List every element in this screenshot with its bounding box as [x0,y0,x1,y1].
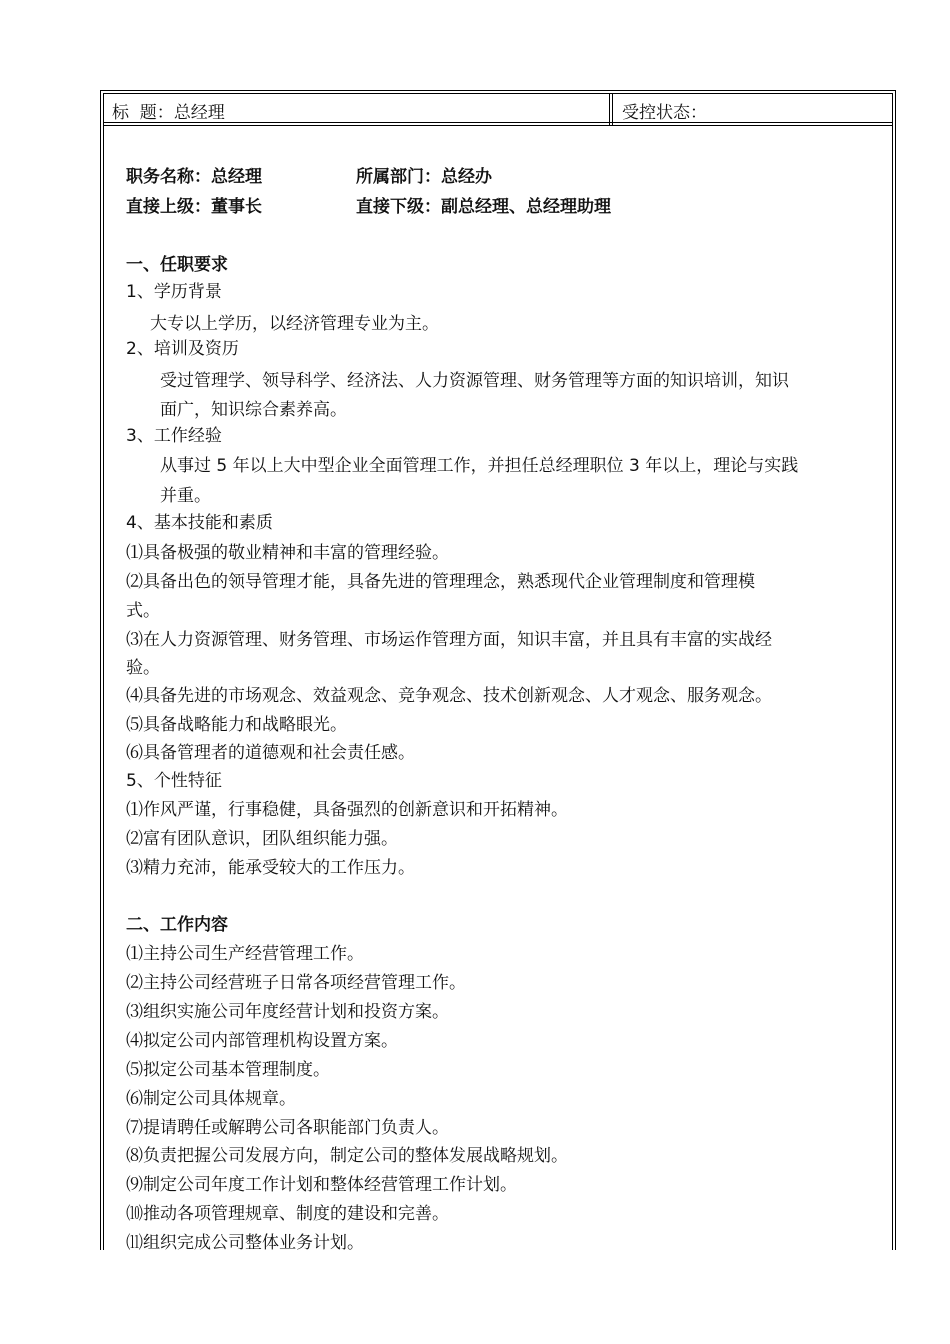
header-title-label: 标 题： [112,103,174,123]
info-subordinate [356,192,611,217]
skills-item: ⑵具备出色的领导管理才能，具备先进的管理理念，熟悉现代企业管理制度和管理模 [126,572,755,592]
info-superior-value: 董事长 [211,197,262,217]
skills-item: ⑷具备先进的市场观念、效益观念、竞争观念、技术创新观念、人才观念、服务观念。 [126,686,772,706]
header-title-value: 总经理 [173,103,225,123]
skills-item: 验。 [126,658,160,678]
work-item: ⑻负责把握公司发展方向，制定公司的整体发展战略规划。 [126,1146,568,1166]
info-dept-value: 总经办 [441,167,492,187]
training-text-1: 受过管理学、领导科学、经济法、人力资源管理、财务管理等方面的知识培训，知识 [160,371,789,391]
exp-text-1: 从事过 5 年以上大中型企业全面管理工作，并担任总经理职位 3 年以上，理论与实践 [160,456,799,476]
skills-heading: 4、基本技能和素质 [126,513,273,533]
personality-item: ⑵富有团队意识，团队组织能力强。 [126,829,398,849]
info-position [126,162,262,187]
work-item: ⑾组织完成公司整体业务计划。 [126,1233,364,1253]
skills-item: ⑶在人力资源管理、财务管理、市场运作管理方面，知识丰富，并且具有丰富的实战经 [126,630,772,650]
section1-heading: 一、任职要求 [126,255,228,275]
header-status [622,98,707,123]
info-subordinate-label: 直接下级： [356,197,441,217]
info-subordinate-value: 副总经理、总经理助理 [441,197,611,217]
work-item: ⑼制定公司年度工作计划和整体经营管理工作计划。 [126,1175,517,1195]
personality-heading: 5、个性特征 [126,771,222,791]
edu-text: 大专以上学历，以经济管理专业为主。 [150,314,439,334]
info-dept-label: 所属部门： [356,167,441,187]
work-item: ⑽推动各项管理规章、制度的建设和完善。 [126,1204,449,1224]
section2-heading: 二、工作内容 [126,915,228,935]
work-item: ⑺提请聘任或解聘公司各职能部门负责人。 [126,1118,449,1138]
training-text-2: 面广，知识综合素养高。 [160,400,347,420]
work-item: ⑷拟定公司内部管理机构设置方案。 [126,1031,398,1051]
skills-item: 式。 [126,601,160,621]
training-heading: 2、培训及资历 [126,339,239,359]
work-item: ⑶组织实施公司年度经营计划和投资方案。 [126,1002,449,1022]
skills-item: ⑹具备管理者的道德观和社会责任感。 [126,743,415,763]
work-item: ⑴主持公司生产经营管理工作。 [126,944,364,964]
work-item: ⑵主持公司经营班子日常各项经营管理工作。 [126,973,466,993]
skills-item: ⑸具备战略能力和战略眼光。 [126,715,347,735]
exp-text-2: 并重。 [160,486,211,506]
work-item: ⑸拟定公司基本管理制度。 [126,1060,330,1080]
header-status-label: 受控状态： [622,103,707,123]
header-column-divider-double [612,93,613,126]
info-dept [356,162,492,187]
exp-heading: 3、工作经验 [126,426,222,446]
header-title [112,98,225,123]
personality-item: ⑶精力充沛，能承受较大的工作压力。 [126,858,415,878]
header-column-divider [609,93,610,126]
header-divider-double [104,125,892,126]
personality-item: ⑴作风严谨，行事稳健，具备强烈的创新意识和开拓精神。 [126,800,568,820]
info-superior [126,192,262,217]
info-superior-label: 直接上级： [126,197,211,217]
info-position-label: 职务名称： [126,167,211,187]
skills-item: ⑴具备极强的敬业精神和丰富的管理经验。 [126,543,449,563]
work-item: ⑹制定公司具体规章。 [126,1089,296,1109]
edu-heading: 1、学历背景 [126,282,222,302]
info-position-value: 总经理 [211,167,262,187]
